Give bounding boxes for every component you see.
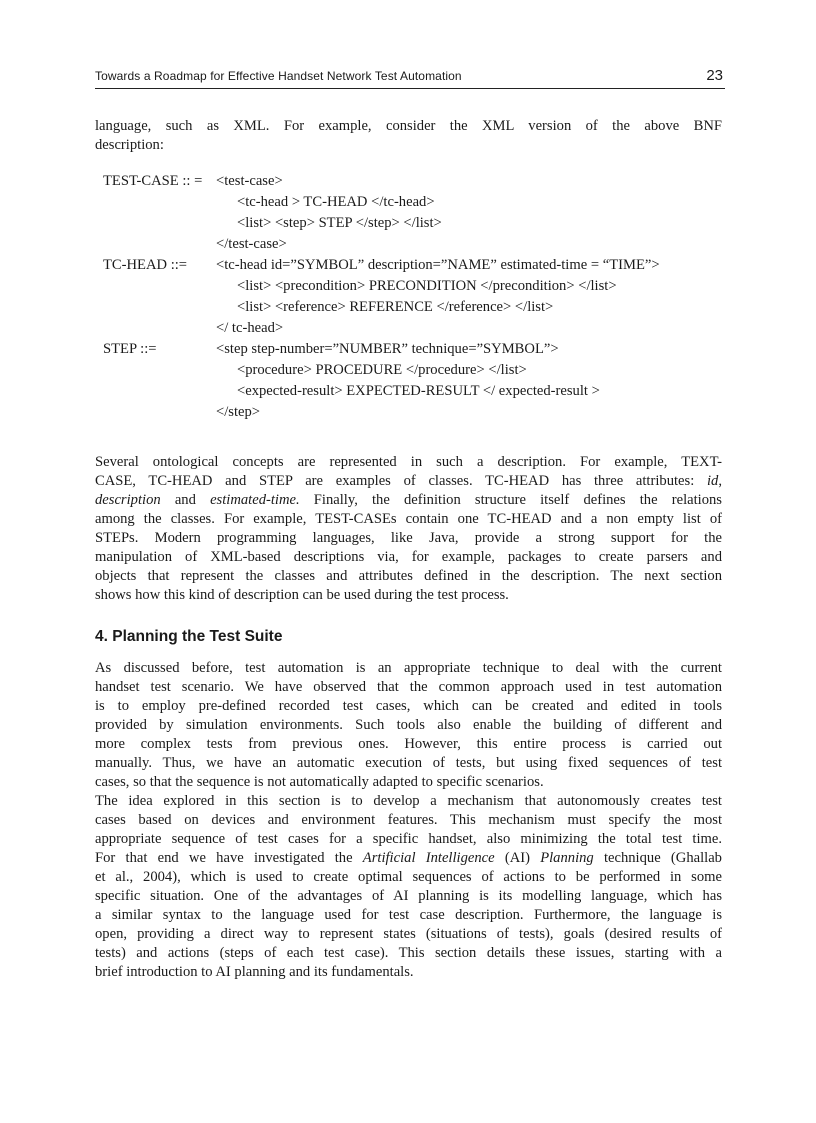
text-span: and <box>160 492 211 508</box>
italic-term: Artificial Intelligence <box>362 850 495 866</box>
paragraph-line: STEPs. Modern programming languages, like Java, provide a strong support for the <box>95 530 722 546</box>
paragraph-line <box>95 491 722 510</box>
paragraph-line: shows how this kind of description can be used during the test process. <box>95 587 509 603</box>
bnf-label-tc-head: TC-HEAD ::= <box>103 257 188 273</box>
paragraph-line: objects that represent the classes and attributes defined in the description. The next section <box>95 568 722 584</box>
text-span: CASE, TC-HEAD and STEP are examples of classes. TC-HEAD has three attributes: <box>95 473 695 489</box>
page-number: 23 <box>706 67 723 84</box>
bnf-label-test-case: TEST-CASE :: = <box>103 173 203 189</box>
paragraph-line: handset test scenario. We have observed that the common approach used in test automation <box>95 679 722 695</box>
text-span: For that end we have investigated the <box>95 850 363 866</box>
running-header <box>95 68 725 89</box>
bnf-code-line: <list> <precondition> PRECONDITION </precondition> </list> <box>237 278 617 294</box>
paragraph-line: provided by simulation environments. Such tools also enable the building of different and <box>95 717 722 733</box>
paragraph-line: cases based on devices and environment features. This mechanism must specify the most <box>95 812 722 828</box>
bnf-code-line: </ tc-head> <box>216 320 284 336</box>
planning-paragraph <box>95 792 722 982</box>
paragraph-line: open, providing a direct way to represent states (situations of tests), goals (desired results of <box>95 926 722 942</box>
paragraph-line: more complex tests from previous ones. However, this entire process is carried out <box>95 736 722 752</box>
paragraph-line: tests) and actions (steps of each test case). This section details these issues, starting with a <box>95 945 722 961</box>
text-span: , <box>718 473 723 489</box>
paragraph-line: among the classes. For example, TEST-CASEs contain one TC-HEAD and a non empty list of <box>95 511 722 527</box>
paragraph-line: As discussed before, test automation is an appropriate technique to deal with the current <box>95 660 722 676</box>
bnf-code-line: <tc-head > TC-HEAD </tc-head> <box>237 194 435 210</box>
paragraph-line: cases, so that the sequence is not automatically adapted to specific scenarios. <box>95 774 544 790</box>
bnf-code-line: <procedure> PROCEDURE </procedure> </list> <box>237 362 527 378</box>
intro-line: description: <box>95 137 164 153</box>
ontology-paragraph <box>95 453 722 605</box>
bnf-code-line: <expected-result> EXPECTED-RESULT </ expected-result > <box>237 383 600 399</box>
bnf-code-line: <step step-number=”NUMBER” technique=”SYMBOL”> <box>216 341 559 357</box>
italic-term: Planning <box>540 850 594 866</box>
paragraph-line <box>95 472 722 491</box>
discussion-paragraph <box>95 659 722 792</box>
paragraph-line: The idea explored in this section is to develop a mechanism that autonomously creates test <box>95 793 722 809</box>
paragraph-line <box>95 849 722 868</box>
paragraph-line: Several ontological concepts are represented in such a description. For example, TEXT- <box>95 454 722 470</box>
text-span: Finally, the definition structure itself defines the relations <box>299 492 722 508</box>
intro-paragraph <box>95 117 722 155</box>
bnf-code-line: </test-case> <box>216 236 287 252</box>
bnf-code-line: <list> <reference> REFERENCE </reference> </list> <box>237 299 554 315</box>
paragraph-line: et al., 2004), which is used to create optimal sequences of actions to be performed in some <box>95 869 722 885</box>
bnf-code-line: <tc-head id=”SYMBOL” description=”NAME” estimated-time = “TIME”> <box>216 257 660 273</box>
paragraph-line: brief introduction to AI planning and its fundamentals. <box>95 964 414 980</box>
intro-line: language, such as XML. For example, consider the XML version of the above BNF <box>95 118 722 134</box>
paragraph-line: manually. Thus, we have an automatic execution of tests, but using fixed sequences of test <box>95 755 722 771</box>
text-span: technique (Ghallab <box>593 850 722 866</box>
bnf-code-line: <list> <step> STEP </step> </list> <box>237 215 442 231</box>
italic-term: description <box>95 492 161 508</box>
italic-term: id <box>707 473 719 489</box>
bnf-code-line: </step> <box>216 404 261 420</box>
paragraph-line: appropriate sequence of test cases for a specific handset, also minimizing the total test time. <box>95 831 722 847</box>
paragraph-line: a similar syntax to the language used for test case description. Furthermore, the language is <box>95 907 722 923</box>
paragraph-line: specific situation. One of the advantages of AI planning is its modelling language, which has <box>95 888 722 904</box>
italic-term: estimated-time. <box>210 492 300 508</box>
paragraph-line: manipulation of XML-based descriptions via, for example, packages to create parsers and <box>95 549 722 565</box>
bnf-label-step: STEP ::= <box>103 341 157 357</box>
text-span: (AI) <box>494 850 541 866</box>
section-heading: 4. Planning the Test Suite <box>95 628 283 645</box>
paragraph-line: is to employ pre-defined recorded test cases, which can be created and edited in tools <box>95 698 722 714</box>
running-header-title: Towards a Roadmap for Effective Handset Network Test Automation <box>95 69 462 83</box>
bnf-code-line: <test-case> <box>216 173 283 189</box>
